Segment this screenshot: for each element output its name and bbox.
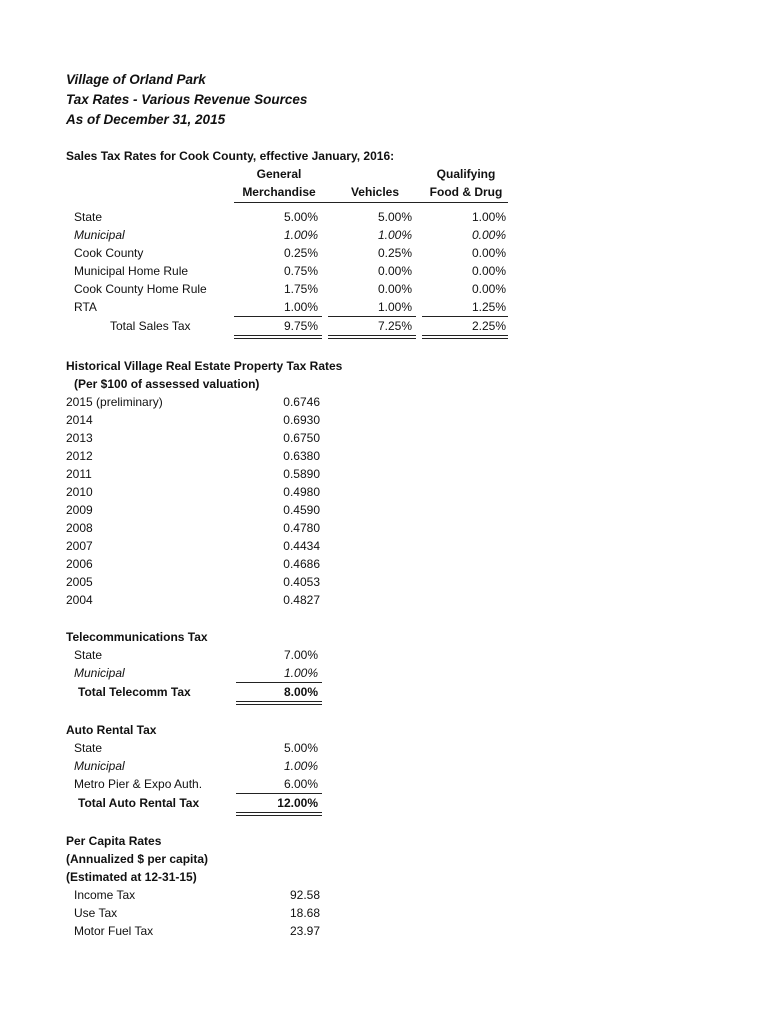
year-label: 2005	[66, 575, 93, 589]
rate-value: 0.4590	[283, 503, 320, 517]
col-food-header: Qualifying	[436, 167, 496, 181]
vehicles-value: 1.00%	[377, 300, 412, 314]
year-label: 2006	[66, 557, 93, 571]
telecom-total-double-line	[236, 701, 322, 705]
row-value: 1.00%	[283, 759, 318, 773]
row-value: 18.68	[289, 906, 320, 920]
row-value: 23.97	[289, 924, 320, 938]
year-label: 2015 (preliminary)	[66, 395, 163, 409]
row-label: Municipal Home Rule	[74, 264, 189, 278]
row-value: 7.00%	[283, 648, 318, 662]
col-general-header-2: Merchandise	[242, 185, 316, 199]
rate-value: 0.4434	[283, 539, 320, 553]
report-subtitle: Tax Rates - Various Revenue Sources	[66, 92, 308, 107]
food-value: 0.00%	[471, 246, 506, 260]
row-label: Municipal	[74, 759, 125, 773]
rate-value: 0.4980	[283, 485, 320, 499]
total-double-line-vehicles	[328, 335, 416, 339]
rate-value: 0.6930	[283, 413, 320, 427]
year-label: 2007	[66, 539, 93, 553]
row-value: 6.00%	[283, 777, 318, 791]
general-value: 1.00%	[283, 228, 318, 242]
row-label: State	[74, 741, 103, 755]
telecom-heading: Telecommunications Tax	[66, 630, 208, 644]
row-label: Income Tax	[74, 888, 136, 902]
subtotal-line-vehicles	[328, 316, 416, 317]
row-label: State	[74, 648, 103, 662]
food-value: 1.00%	[471, 210, 506, 224]
auto-rental-total-double-line	[236, 812, 322, 816]
row-label: Motor Fuel Tax	[74, 924, 154, 938]
row-label: Municipal	[74, 666, 125, 680]
auto-rental-subtotal-line	[236, 793, 322, 794]
total-value: 8.00%	[283, 685, 318, 699]
row-value: 1.00%	[283, 666, 318, 680]
property-tax-heading: Historical Village Real Estate Property Tax Rates	[66, 359, 343, 373]
total-vehicles: 7.25%	[377, 319, 412, 333]
year-label: 2010	[66, 485, 93, 499]
vehicles-value: 0.00%	[377, 282, 412, 296]
general-value: 5.00%	[283, 210, 318, 224]
row-value: 92.58	[289, 888, 320, 902]
rate-value: 0.4053	[283, 575, 320, 589]
vehicles-value: 5.00%	[377, 210, 412, 224]
row-label: State	[74, 210, 103, 224]
per-capita-subheading: (Annualized $ per capita)	[66, 852, 209, 866]
subtotal-line-food	[422, 316, 508, 317]
year-label: 2004	[66, 593, 93, 607]
total-label: Total Auto Rental Tax	[78, 796, 200, 810]
row-label: Cook County	[74, 246, 144, 260]
vehicles-value: 0.25%	[377, 246, 412, 260]
vehicles-value: 1.00%	[377, 228, 412, 242]
rate-value: 0.5890	[283, 467, 320, 481]
auto-rental-heading: Auto Rental Tax	[66, 723, 157, 737]
total-double-line-general	[234, 335, 322, 339]
row-label: Municipal	[74, 228, 125, 242]
total-label: Total Sales Tax	[110, 319, 191, 333]
general-value: 1.00%	[283, 300, 318, 314]
per-capita-estimate-note: (Estimated at 12-31-15)	[66, 870, 197, 884]
food-value: 0.00%	[471, 228, 506, 242]
general-value: 0.75%	[283, 264, 318, 278]
total-general: 9.75%	[283, 319, 318, 333]
property-tax-subheading: (Per $100 of assessed valuation)	[74, 377, 260, 391]
year-label: 2013	[66, 431, 93, 445]
rate-value: 0.4827	[283, 593, 320, 607]
report-date: As of December 31, 2015	[66, 112, 226, 127]
year-label: 2012	[66, 449, 93, 463]
per-capita-heading: Per Capita Rates	[66, 834, 162, 848]
year-label: 2008	[66, 521, 93, 535]
row-label: Use Tax	[74, 906, 118, 920]
row-label: RTA	[74, 300, 97, 314]
total-value: 12.00%	[277, 796, 318, 810]
col-general-header: General	[256, 167, 302, 181]
food-value: 0.00%	[471, 264, 506, 278]
total-double-line-food	[422, 335, 508, 339]
food-value: 0.00%	[471, 282, 506, 296]
year-label: 2009	[66, 503, 93, 517]
telecom-subtotal-line	[236, 682, 322, 683]
row-value: 5.00%	[283, 741, 318, 755]
header-underline	[234, 202, 508, 203]
report-title: Village of Orland Park	[66, 72, 206, 87]
year-label: 2011	[66, 467, 92, 481]
rate-value: 0.4686	[283, 557, 320, 571]
general-value: 1.75%	[283, 282, 318, 296]
rate-value: 0.6746	[283, 395, 320, 409]
rate-value: 0.4780	[283, 521, 320, 535]
total-food: 2.25%	[471, 319, 506, 333]
year-label: 2014	[66, 413, 93, 427]
sales-tax-heading: Sales Tax Rates for Cook County, effective January, 2016:	[66, 149, 395, 163]
rate-value: 0.6750	[283, 431, 320, 445]
subtotal-line-general	[234, 316, 322, 317]
total-label: Total Telecomm Tax	[78, 685, 191, 699]
general-value: 0.25%	[283, 246, 318, 260]
col-vehicles-header: Vehicles	[350, 185, 400, 199]
row-label: Metro Pier & Expo Auth.	[74, 777, 203, 791]
food-value: 1.25%	[471, 300, 506, 314]
col-food-header-2: Food & Drug	[429, 185, 503, 199]
rate-value: 0.6380	[283, 449, 320, 463]
vehicles-value: 0.00%	[377, 264, 412, 278]
row-label: Cook County Home Rule	[74, 282, 207, 296]
